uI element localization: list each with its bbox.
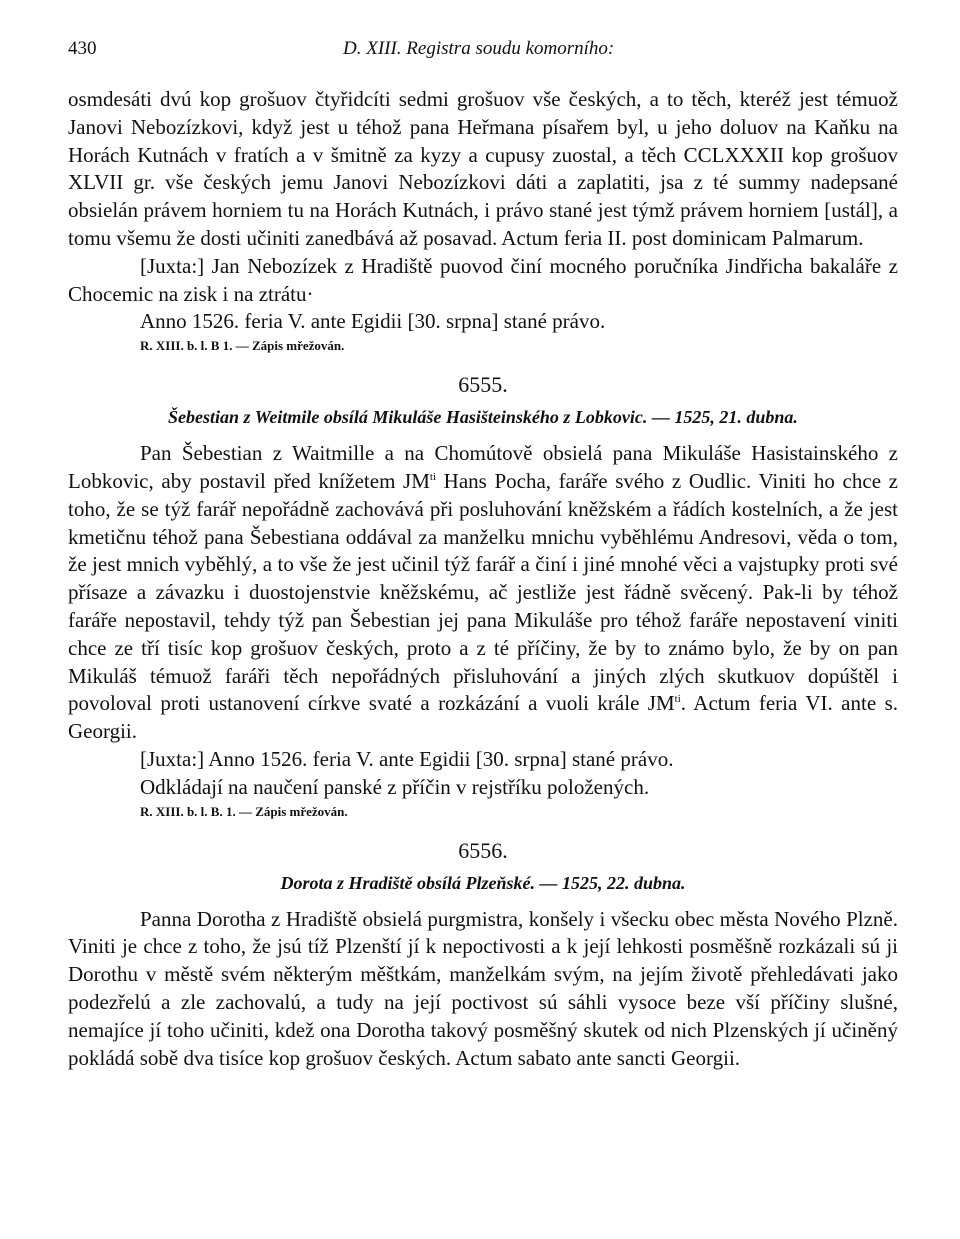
- document-6555-paragraph-2: [Juxta:] Anno 1526. feria V. ante Egidii [30. srpna] stané právo.: [140, 746, 674, 771]
- document-number-6556: 6556.: [458, 837, 508, 863]
- document-page: [68, 38, 898, 1072]
- page-body: [68, 86, 898, 1072]
- page-number: 430: [68, 38, 97, 59]
- document-6555-paragraph-3: Odkládají na naučení panské z příčin v rejstříku položených.: [140, 774, 650, 799]
- intro-paragraph-3: Anno 1526. feria V. ante Egidii [30. srpna] stané právo.: [140, 309, 606, 334]
- intro-paragraph-1: osmdesáti dvú kop grošuov čtyřidcíti sedmi grošuov vše českých, a to těch, kteréž jest témuož Janovi Nebozízkovi, když jest u téhož pana Heřmana písařem byl, u jeho doluov na Kaňku na Horách Kutnách v fratích a v šmitně za kyzy a cupusy zuostal, a těch CCLXXXII kop grošuov XLVII gr. vše českých jemu Janovi Nebozízkovi dáti a zaplatiti, jsa z té summy nadepsané obsielán právem horniem tu na Horách Kutnách, i právo stané jest týmž právem horniem [ustál], a tomu všemu že dosti učiniti zanedbává až posavad. Actum feria II. post dominicam Palmarum.: [68, 87, 898, 250]
- running-head: D. XIII. Registra soudu komorního:: [343, 38, 615, 59]
- document-6555-text-c: . Actum feria VI. ante s. Georgii.: [68, 691, 898, 744]
- intro-record-reference: R. XIII. b. l. B 1. — Zápis mřežován.: [140, 338, 345, 354]
- superscript-ti: ti: [674, 693, 681, 706]
- intro-paragraph-2: [Juxta:] Jan Nebozízek z Hradiště puovod činí mocného poručníka Jindřicha bakaláře z Chocemic na zisk i na ztrátu·: [68, 253, 898, 306]
- document-heading-6555: Šebestian z Weitmile obsílá Mikuláše Hasišteinského z Lobkovic. — 1525, 21. dubna.: [168, 407, 798, 428]
- document-heading-6556: Dorota z Hradiště obsílá Plzeňské. — 1525, 22. dubna.: [280, 872, 686, 893]
- document-number-6555: 6555.: [458, 372, 508, 398]
- page-header: [68, 38, 898, 70]
- document-6555-paragraph-1: [68, 440, 898, 746]
- document-6556-paragraph-1: Panna Dorotha z Hradiště obsielá purgmistra, konšely i všecku obec města Nového Plzně. Viniti je chce z toho, že jsú tíž Plzenští jí k nepoctivosti a k její lehkosti posměšně rozkázali sú ji Dorothu v městě svém některým měštkám, manželkám svým, na jejím životě přehledávati jako podezřelú a zle zachovalú, a tudy na její poctivost sú sáhli vysoce beze vší příčiny slušné, nemajíce jí toho učiniti, kdež ona Dorotha takový posměšný skutek od nich Plzenských jí učiněný pokládá sobě dva tisíce kop grošuov českých. Actum sabato ante sancti Georgii.: [68, 906, 898, 1070]
- superscript-ti: ti: [429, 470, 437, 483]
- document-6555-text-b: Hans Pocha, faráře svého z Oudlic. Viniti ho chce z toho, že se týž farář nepořádně zachovává při posluhování kněžském a řádích kostelních, a že jest kmetičnu téhož pana Šebestiana oddával za manželku mnichu vyběhlému Andresovi, věda o tom, že jest mnich vyběhlý, a to vše že jest učinil týž farář a činí i jiné mnohé věci a vajstupky proti své přísaze a závazku i duostojenstvie kněžskému, ač jestliže jest řádně svěcený. Pak-li by téhož faráře nepostavil, tehdy týž pan Šebestian jej pana Mikuláše pro téhož faráře nepostavení viniti chce ze tří tisíc kop grošuov českých, proto a z té příčiny, že by to známo bylo, že by on pan Mikuláš témuož faráři těch nepořádných přisluhování a jiných zlých skutkuov dopúštěl i povoloval proti ustanovení církve svaté a rozkázání a vuoli krále JM: [68, 468, 898, 716]
- document-6555-record-reference: R. XIII. b. l. B. 1. — Zápis mřežován.: [140, 803, 348, 819]
- document-6555-text-a: Pan Šebestian z Waitmille a na Chomútově obsielá pana Mikuláše Hasistainského z Lobkovic, aby postavil před knížetem JM: [68, 441, 898, 493]
